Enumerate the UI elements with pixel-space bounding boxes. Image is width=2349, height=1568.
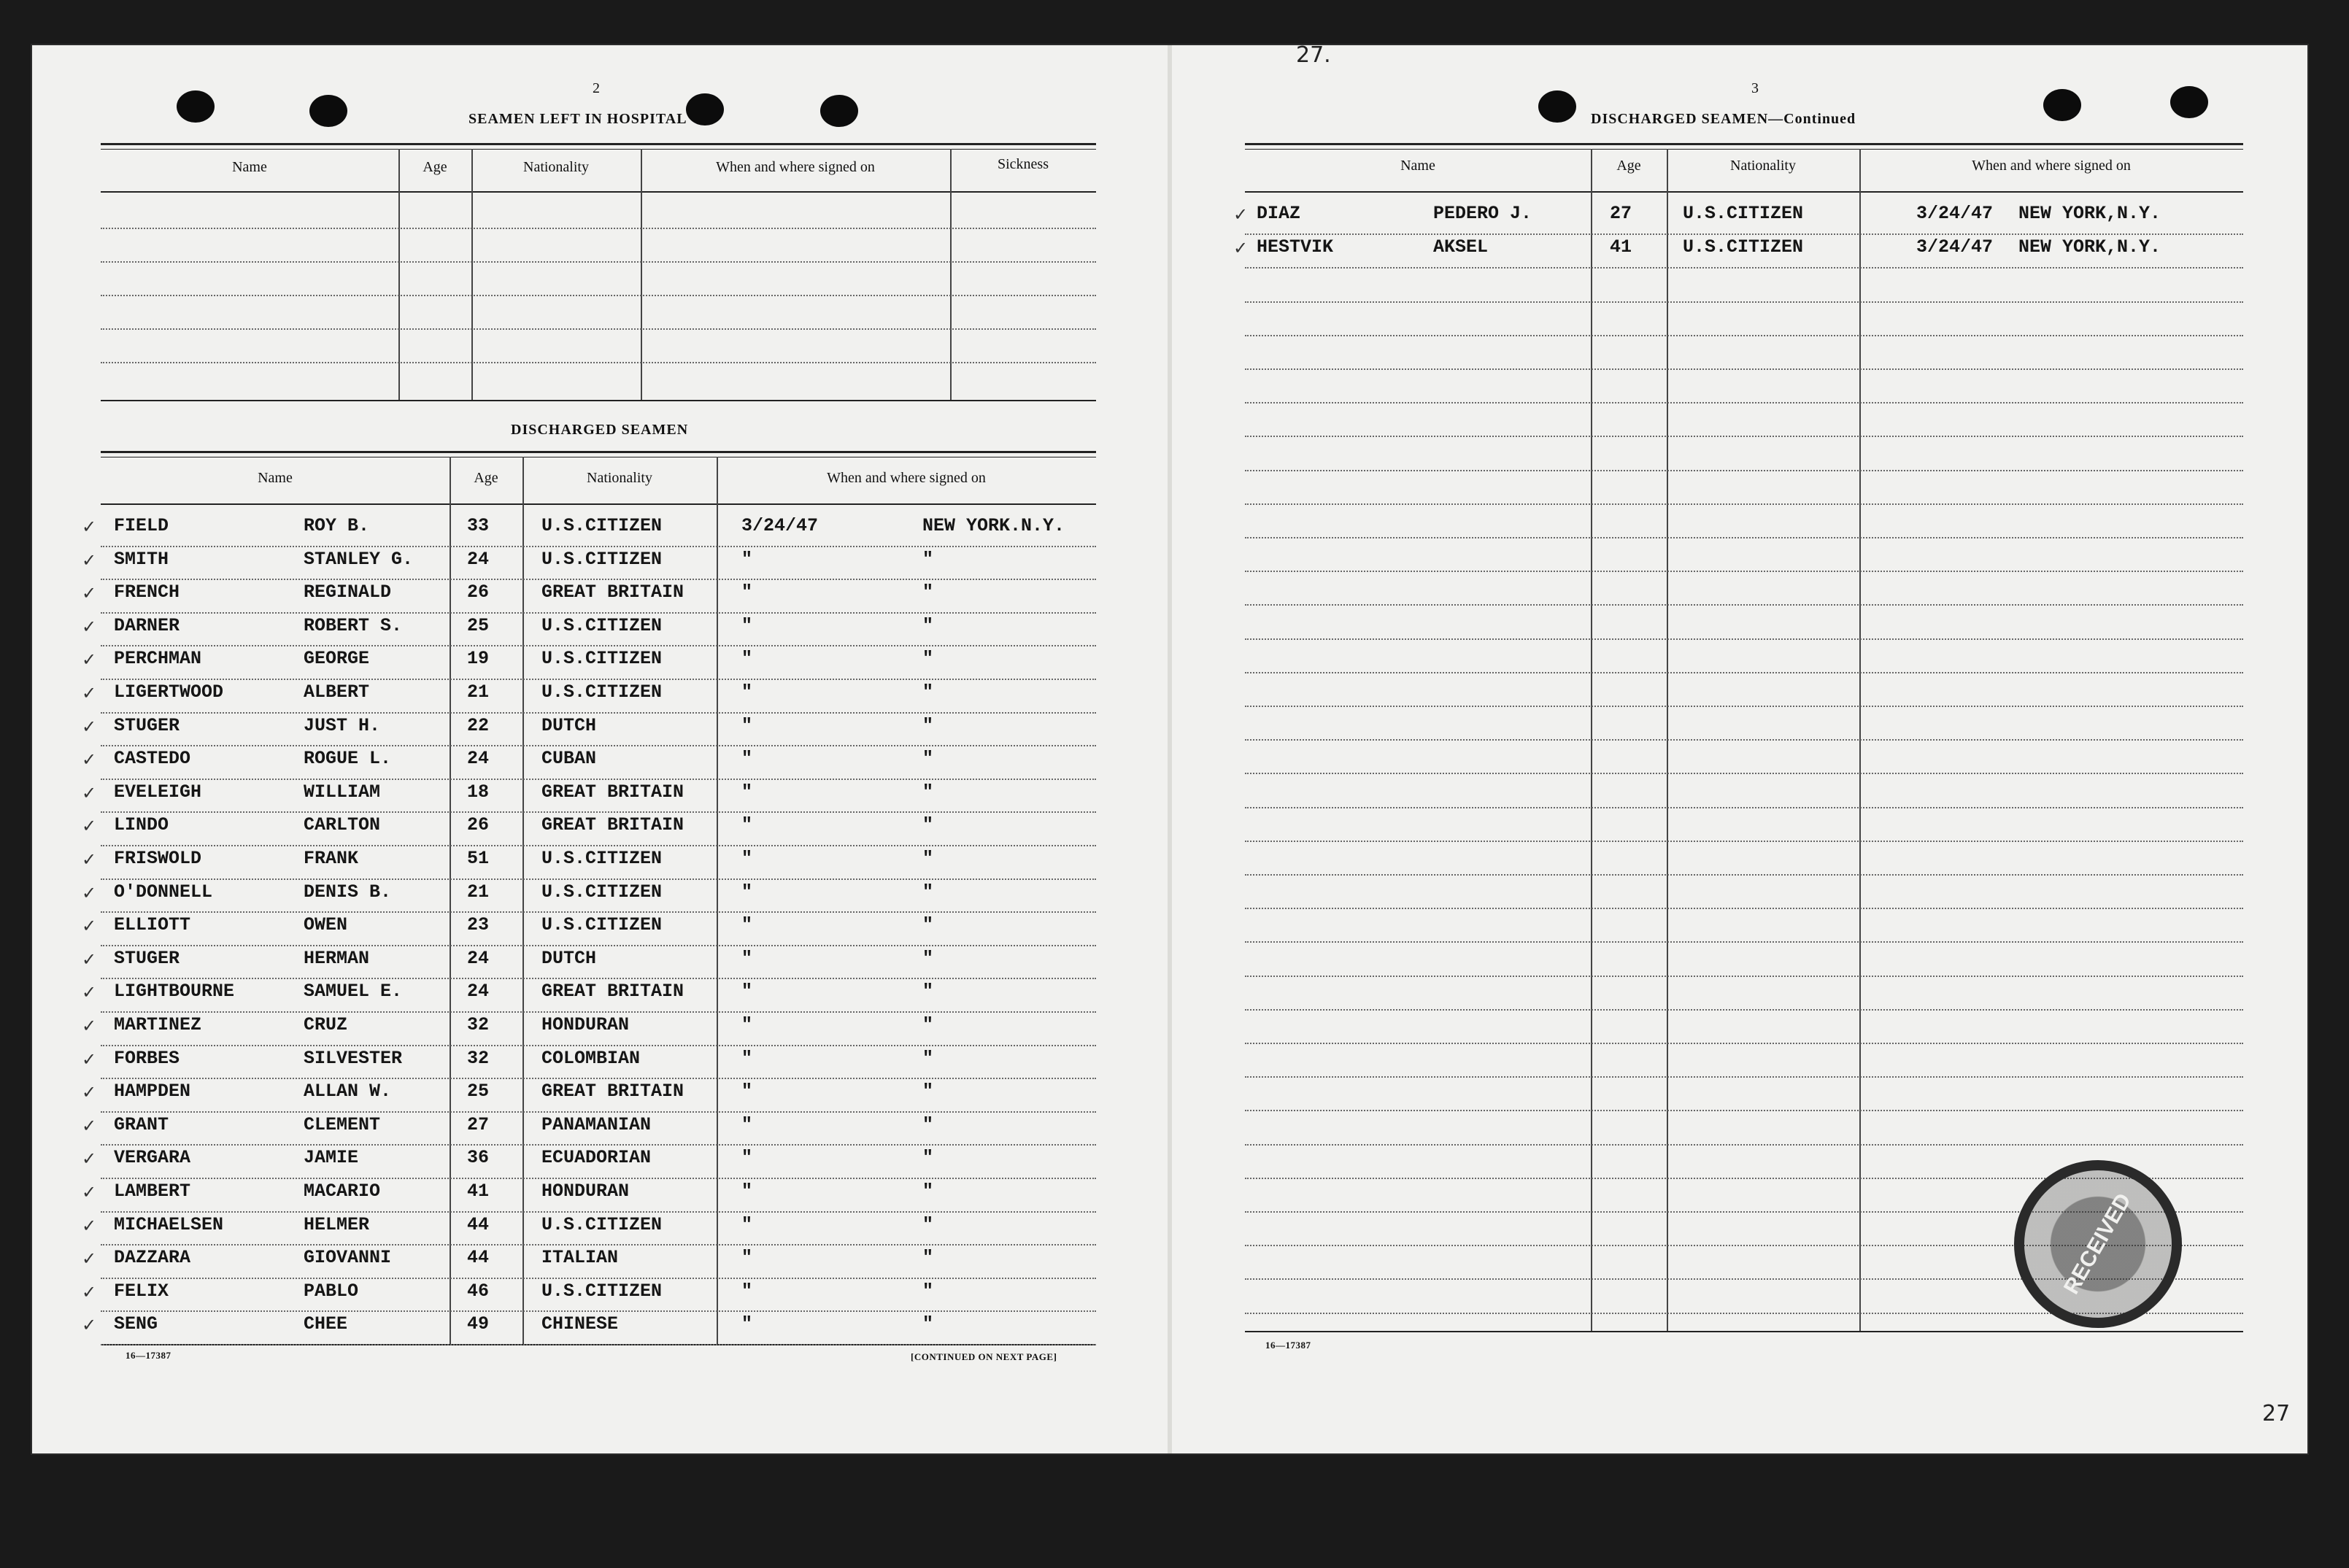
cell-surname: FRISWOLD (114, 848, 202, 869)
row-line (1245, 638, 2243, 640)
cell-surname: FELIX (114, 1280, 169, 1302)
row-line (101, 811, 1096, 813)
cell-place: " (922, 548, 934, 570)
cell-date: " (741, 814, 753, 836)
row-line (101, 612, 1096, 614)
check-mark-icon: ✓ (82, 1283, 97, 1302)
cell-date: " (741, 582, 753, 603)
cell-age: 24 (467, 548, 490, 570)
right-header-name: Name (1400, 158, 1435, 174)
check-mark-icon: ✓ (82, 1084, 97, 1103)
check-mark-icon: ✓ (82, 751, 97, 771)
cell-given-name: JAMIE (304, 1147, 359, 1169)
cell-given-name: FRANK (304, 848, 359, 869)
hospital-header-sickness: Sickness (998, 156, 1049, 172)
row-line (1245, 503, 2243, 505)
cell-given-name: SILVESTER (304, 1047, 403, 1069)
cell-surname: HAMPDEN (114, 1081, 191, 1102)
cell-given-name: REGINALD (304, 582, 392, 603)
cell-surname: MARTINEZ (114, 1014, 202, 1035)
row-line (1245, 841, 2243, 842)
check-mark-icon: ✓ (82, 1250, 97, 1270)
cell-surname: CASTEDO (114, 748, 191, 770)
cell-place: " (922, 848, 934, 869)
cell-nationality: U.S.CITIZEN (541, 848, 663, 869)
cell-given-name: AKSEL (1433, 236, 1489, 258)
check-mark-icon: ✓ (82, 817, 97, 837)
cell-place: " (922, 1081, 934, 1102)
check-mark-icon: ✓ (82, 551, 97, 571)
cell-place: " (922, 714, 934, 736)
right-header-age: Age (1616, 158, 1641, 174)
cell-age: 18 (467, 781, 490, 803)
cell-date: " (741, 881, 753, 903)
check-mark-icon: ✓ (82, 784, 97, 803)
cell-given-name: JUST H. (304, 714, 381, 736)
cell-age: 32 (467, 1014, 490, 1035)
cell-nationality: PANAMANIAN (541, 1113, 652, 1135)
row-line (1245, 537, 2243, 538)
cell-nationality: U.S.CITIZEN (541, 681, 663, 703)
cell-nationality: U.S.CITIZEN (541, 548, 663, 570)
discharged-header-age: Age (474, 470, 498, 486)
cell-age: 44 (467, 1247, 490, 1269)
cell-given-name: CHEE (304, 1313, 348, 1335)
cell-date: 3/24/47 (1916, 203, 1994, 224)
check-mark-icon: ✓ (82, 1316, 97, 1336)
cell-date: " (741, 1014, 753, 1035)
cell-date: " (741, 981, 753, 1003)
cell-age: 19 (467, 648, 490, 670)
check-mark-icon: ✓ (82, 851, 97, 870)
cell-date: " (741, 681, 753, 703)
cell-date: " (741, 914, 753, 936)
check-mark-icon: ✓ (82, 984, 97, 1003)
cell-age: 41 (1610, 236, 1632, 258)
check-mark-icon: ✓ (82, 950, 97, 970)
cell-place: " (922, 748, 934, 770)
top-scribble: 27. (1296, 42, 1331, 68)
row-line (1245, 301, 2243, 303)
check-mark-icon: ✓ (82, 584, 97, 604)
cell-nationality: U.S.CITIZEN (541, 1213, 663, 1235)
row-line (1245, 604, 2243, 606)
cell-nationality: ITALIAN (541, 1247, 619, 1269)
cell-place: " (922, 648, 934, 670)
cell-surname: DARNER (114, 614, 180, 636)
cell-place: NEW YORK,N.Y. (2018, 203, 2161, 224)
cell-place: " (922, 1113, 934, 1135)
cell-nationality: U.S.CITIZEN (1683, 236, 1804, 258)
page-number: 2 (593, 80, 600, 96)
cell-age: 51 (467, 848, 490, 869)
cell-date: " (741, 714, 753, 736)
row-line (101, 1344, 1096, 1345)
cell-place: " (922, 681, 934, 703)
cell-age: 27 (1610, 203, 1632, 224)
cell-surname: FIELD (114, 515, 169, 536)
cell-given-name: ALLAN W. (304, 1081, 392, 1102)
row-line (101, 745, 1096, 746)
row-line (101, 1310, 1096, 1312)
cell-place: NEW YORK.N.Y. (922, 515, 1065, 536)
hospital-header-name: Name (232, 159, 267, 175)
cell-surname: SENG (114, 1313, 158, 1335)
cell-given-name: CRUZ (304, 1014, 348, 1035)
row-line (101, 679, 1096, 680)
cell-nationality: GREAT BRITAIN (541, 814, 684, 836)
punch-hole (1538, 90, 1576, 123)
cell-date: " (741, 1247, 753, 1269)
cell-place: " (922, 1147, 934, 1169)
cell-age: 46 (467, 1280, 490, 1302)
check-mark-icon: ✓ (82, 1050, 97, 1070)
cell-nationality: U.S.CITIZEN (541, 914, 663, 936)
cell-date: " (741, 781, 753, 803)
row-line (101, 878, 1096, 880)
cell-given-name: DENIS B. (304, 881, 392, 903)
row-line (1245, 1043, 2243, 1044)
row-line (101, 1178, 1096, 1179)
check-mark-icon: ✓ (82, 651, 97, 671)
check-mark-icon: ✓ (82, 917, 97, 937)
check-mark-icon: ✓ (1233, 206, 1249, 225)
cell-nationality: DUTCH (541, 947, 597, 969)
cell-place: " (922, 1181, 934, 1202)
cell-nationality: HONDURAN (541, 1014, 630, 1035)
row-line (1245, 807, 2243, 808)
cell-nationality: ECUADORIAN (541, 1147, 652, 1169)
cell-age: 27 (467, 1113, 490, 1135)
cell-surname: O'DONNELL (114, 881, 213, 903)
row-line (101, 779, 1096, 780)
cell-age: 21 (467, 881, 490, 903)
check-mark-icon: ✓ (82, 1183, 97, 1202)
punch-hole (820, 95, 858, 127)
row-line (101, 1111, 1096, 1113)
row-line (1245, 908, 2243, 909)
cell-age: 36 (467, 1147, 490, 1169)
page-mark-bottom: 27 (2262, 1401, 2291, 1426)
cell-age: 23 (467, 914, 490, 936)
discharged-header-name: Name (258, 470, 293, 486)
cell-date: " (741, 1113, 753, 1135)
cell-date: " (741, 614, 753, 636)
cell-date: " (741, 648, 753, 670)
discharged-continued-title: DISCHARGED SEAMEN—Continued (1591, 111, 1856, 127)
cell-given-name: HERMAN (304, 947, 370, 969)
cell-given-name: MACARIO (304, 1181, 381, 1202)
hospital-header-signed-on: When and where signed on (716, 159, 875, 175)
hospital-header-age: Age (423, 159, 447, 175)
cell-surname: MICHAELSEN (114, 1213, 224, 1235)
cell-surname: LAMBERT (114, 1181, 191, 1202)
hospital-section-title: SEAMEN LEFT IN HOSPITAL (468, 111, 687, 127)
row-line (1245, 233, 2243, 235)
cell-place: " (922, 614, 934, 636)
row-line (101, 712, 1096, 714)
continued-note: [CONTINUED ON NEXT PAGE] (911, 1351, 1057, 1362)
row-line (101, 546, 1096, 547)
cell-nationality: GREAT BRITAIN (541, 582, 684, 603)
cell-age: 49 (467, 1313, 490, 1335)
row-line (101, 1078, 1096, 1079)
row-line (1245, 436, 2243, 437)
cell-place: NEW YORK,N.Y. (2018, 236, 2161, 258)
cell-age: 41 (467, 1181, 490, 1202)
cell-given-name: CARLTON (304, 814, 381, 836)
check-mark-icon: ✓ (82, 684, 97, 703)
cell-nationality: U.S.CITIZEN (541, 614, 663, 636)
hospital-header-nationality: Nationality (523, 159, 589, 175)
check-mark-icon: ✓ (82, 518, 97, 537)
cell-surname: FORBES (114, 1047, 180, 1069)
cell-age: 22 (467, 714, 490, 736)
punch-hole (177, 90, 215, 123)
cell-age: 26 (467, 582, 490, 603)
cell-nationality: GREAT BRITAIN (541, 981, 684, 1003)
check-mark-icon: ✓ (82, 1150, 97, 1170)
cell-date: " (741, 848, 753, 869)
form-number: 16—17387 (126, 1350, 171, 1361)
row-line (1245, 874, 2243, 876)
cell-given-name: ROY B. (304, 515, 370, 536)
cell-nationality: DUTCH (541, 714, 597, 736)
cell-date: " (741, 1081, 753, 1102)
cell-age: 25 (467, 1081, 490, 1102)
discharged-header-signed-on: When and where signed on (827, 470, 986, 486)
cell-place: " (922, 1280, 934, 1302)
cell-place: " (922, 1047, 934, 1069)
cell-place: " (922, 981, 934, 1003)
page-fold (1168, 45, 1172, 1453)
row-line (1245, 1076, 2243, 1078)
cell-place: " (922, 881, 934, 903)
cell-surname: DAZZARA (114, 1247, 191, 1269)
cell-surname: STUGER (114, 947, 180, 969)
cell-place: " (922, 1014, 934, 1035)
row-line (1245, 1009, 2243, 1011)
row-line (1245, 470, 2243, 471)
cell-date: " (741, 947, 753, 969)
cell-surname: EVELEIGH (114, 781, 202, 803)
stamp-text: RECEIVED (2059, 1189, 2137, 1299)
cell-date: " (741, 1147, 753, 1169)
cell-surname: ELLIOTT (114, 914, 191, 936)
row-line (1245, 1110, 2243, 1111)
cell-surname: HESTVIK (1257, 236, 1334, 258)
cell-nationality: U.S.CITIZEN (1683, 203, 1804, 224)
cell-surname: LIGHTBOURNE (114, 981, 235, 1003)
row-line (1245, 773, 2243, 774)
row-line (101, 1278, 1096, 1279)
cell-surname: GRANT (114, 1113, 169, 1135)
check-mark-icon: ✓ (82, 617, 97, 637)
cell-given-name: SAMUEL E. (304, 981, 403, 1003)
row-line (101, 645, 1096, 646)
cell-age: 24 (467, 748, 490, 770)
cell-given-name: CLEMENT (304, 1113, 381, 1135)
cell-given-name: ROBERT S. (304, 614, 403, 636)
check-mark-icon: ✓ (82, 1116, 97, 1136)
punch-hole (2043, 89, 2081, 121)
cell-nationality: U.S.CITIZEN (541, 1280, 663, 1302)
check-mark-icon: ✓ (82, 1216, 97, 1236)
cell-age: 32 (467, 1047, 490, 1069)
cell-age: 24 (467, 981, 490, 1003)
cell-place: " (922, 947, 934, 969)
row-line (101, 1144, 1096, 1146)
cell-surname: LINDO (114, 814, 169, 836)
cell-date: " (741, 548, 753, 570)
right-header-nationality: Nationality (1730, 158, 1796, 174)
row-line (101, 1045, 1096, 1046)
row-line (1245, 335, 2243, 336)
cell-nationality: CUBAN (541, 748, 597, 770)
right-header-signed-on: When and where signed on (1972, 158, 2131, 174)
cell-place: " (922, 1213, 934, 1235)
row-line (101, 579, 1096, 580)
cell-age: 25 (467, 614, 490, 636)
cell-given-name: HELMER (304, 1213, 370, 1235)
row-line (101, 945, 1096, 946)
row-line (101, 1244, 1096, 1245)
row-line (1245, 706, 2243, 707)
form-number: 16—17387 (1265, 1340, 1311, 1351)
punch-hole (2170, 86, 2208, 118)
punch-hole (309, 95, 347, 127)
cell-given-name: ALBERT (304, 681, 370, 703)
cell-place: " (922, 814, 934, 836)
cell-age: 33 (467, 515, 490, 536)
row-line (101, 1011, 1096, 1013)
cell-given-name: ROGUE L. (304, 748, 392, 770)
row-line (1245, 941, 2243, 943)
cell-nationality: CHINESE (541, 1313, 619, 1335)
cell-given-name: STANLEY G. (304, 548, 414, 570)
cell-place: " (922, 1247, 934, 1269)
discharged-section-title: DISCHARGED SEAMEN (511, 422, 689, 438)
cell-place: " (922, 781, 934, 803)
cell-surname: SMITH (114, 548, 169, 570)
cell-nationality: COLOMBIAN (541, 1047, 641, 1069)
cell-given-name: GEORGE (304, 648, 370, 670)
row-line (1245, 402, 2243, 403)
cell-place: " (922, 1313, 934, 1335)
cell-surname: STUGER (114, 714, 180, 736)
row-line (1245, 571, 2243, 572)
check-mark-icon: ✓ (82, 717, 97, 737)
cell-date: 3/24/47 (741, 515, 819, 536)
row-line (1245, 368, 2243, 370)
cell-age: 21 (467, 681, 490, 703)
cell-nationality: U.S.CITIZEN (541, 515, 663, 536)
row-line (101, 1211, 1096, 1213)
cell-place: " (922, 914, 934, 936)
cell-nationality: U.S.CITIZEN (541, 648, 663, 670)
row-line (101, 978, 1096, 979)
cell-nationality: GREAT BRITAIN (541, 1081, 684, 1102)
cell-age: 26 (467, 814, 490, 836)
cell-nationality: HONDURAN (541, 1181, 630, 1202)
cell-given-name: WILLIAM (304, 781, 381, 803)
row-line (1245, 739, 2243, 741)
row-line (101, 845, 1096, 846)
cell-nationality: U.S.CITIZEN (541, 881, 663, 903)
cell-surname: VERGARA (114, 1147, 191, 1169)
cell-given-name: PEDERO J. (1433, 203, 1532, 224)
cell-age: 44 (467, 1213, 490, 1235)
row-line (1245, 1144, 2243, 1146)
row-line (101, 911, 1096, 913)
cell-surname: PERCHMAN (114, 648, 202, 670)
check-mark-icon: ✓ (1233, 239, 1249, 259)
check-mark-icon: ✓ (82, 1017, 97, 1036)
cell-date: " (741, 1213, 753, 1235)
row-line (1245, 976, 2243, 977)
cell-given-name: GIOVANNI (304, 1247, 392, 1269)
cell-given-name: OWEN (304, 914, 348, 936)
cell-date: " (741, 748, 753, 770)
page-number: 3 (1751, 80, 1759, 96)
cell-date: " (741, 1047, 753, 1069)
cell-date: " (741, 1280, 753, 1302)
row-line (1245, 672, 2243, 673)
discharged-header-nationality: Nationality (587, 470, 652, 486)
cell-surname: FRENCH (114, 582, 180, 603)
cell-given-name: PABLO (304, 1280, 359, 1302)
cell-date: 3/24/47 (1916, 236, 1994, 258)
cell-date: " (741, 1313, 753, 1335)
row-line (1245, 267, 2243, 269)
cell-place: " (922, 582, 934, 603)
cell-nationality: GREAT BRITAIN (541, 781, 684, 803)
cell-age: 24 (467, 947, 490, 969)
check-mark-icon: ✓ (82, 884, 97, 903)
cell-surname: DIAZ (1257, 203, 1301, 224)
cell-date: " (741, 1181, 753, 1202)
cell-surname: LIGERTWOOD (114, 681, 224, 703)
punch-hole (686, 93, 724, 125)
